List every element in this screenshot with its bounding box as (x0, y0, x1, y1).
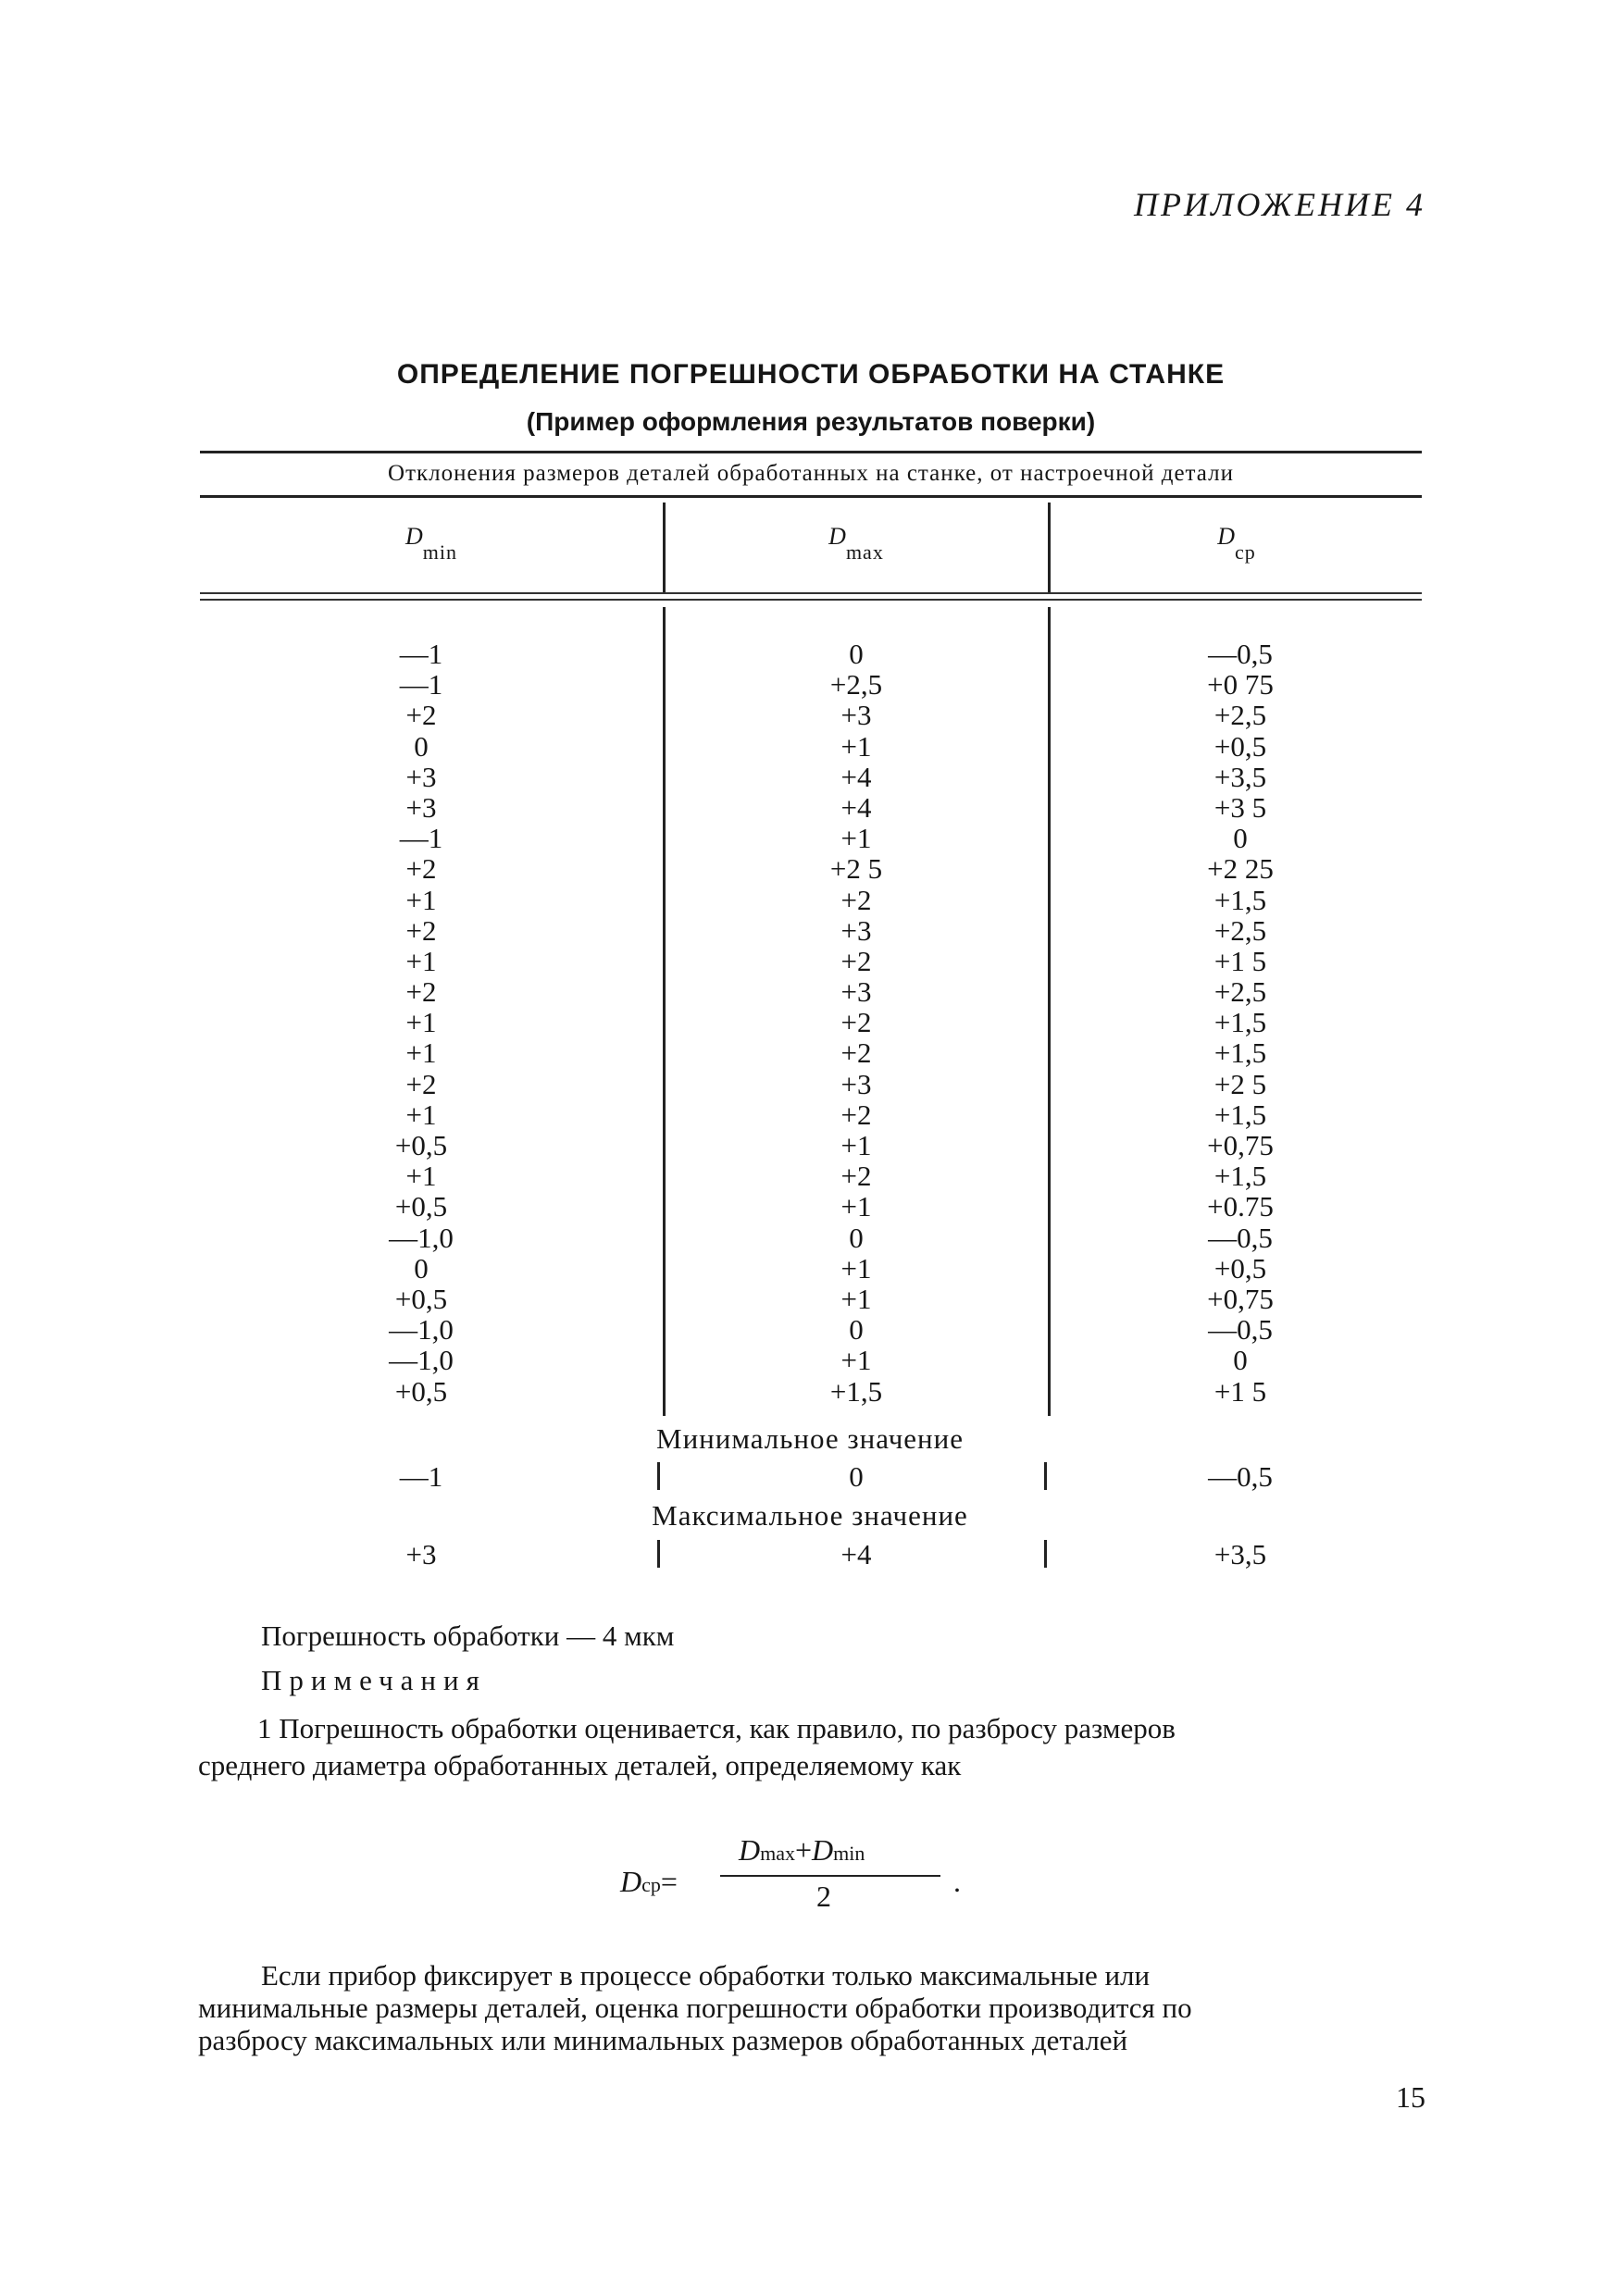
column-header-dcp (1052, 523, 1422, 564)
d_max-cell: +3 (840, 913, 872, 947)
d_max-cell: +3 (840, 1067, 872, 1100)
d_max-cell: +1 (840, 1129, 872, 1161)
d_min-cell: +1 (405, 1036, 437, 1070)
formula (620, 1833, 990, 1920)
d_min-cell: +0,5 (394, 1374, 448, 1408)
column-dcp (1171, 639, 1310, 1407)
max-dcp: +3,5 (1214, 1538, 1267, 1570)
d_min-cell: +2 (405, 852, 437, 886)
d_cp-cell: +1,5 (1214, 1160, 1267, 1193)
min-divider-1 (657, 1462, 660, 1490)
d_cp-cell: +0 75 (1207, 668, 1274, 701)
d_cp-cell: +0,75 (1207, 1282, 1274, 1315)
d_min-cell: +3 (405, 760, 437, 793)
d_cp-cell: +3,5 (1214, 760, 1267, 793)
d_min-cell: +2 (405, 699, 437, 732)
formula-num-a: D (739, 1833, 761, 1867)
d_cp-cell: +0,5 (1214, 729, 1267, 763)
notes-heading: Примечания (261, 1664, 487, 1696)
max-divider-1 (657, 1540, 660, 1568)
d_max-cell: +2 (840, 1098, 872, 1131)
d_cp-cell: +1,5 (1214, 1006, 1267, 1039)
d_min-cell: —1,0 (389, 1221, 454, 1254)
formula-lhs (620, 1865, 678, 1899)
page-subtitle: (Пример оформления результатов поверки) (526, 407, 1096, 436)
fraction-bar (720, 1875, 940, 1877)
d_min-cell: +1 (405, 944, 437, 977)
dmin-symbol: D (404, 523, 423, 550)
d_max-cell: +2 (840, 1160, 872, 1193)
d_min-cell: +1 (405, 1006, 437, 1039)
column-header-dmin (200, 523, 663, 564)
d_min-cell: +0,5 (394, 1129, 448, 1161)
column-divider-2 (1048, 503, 1051, 592)
column-header-dmax (666, 523, 1046, 564)
d_cp-cell: 0 (1233, 822, 1248, 855)
d_cp-cell: +1,5 (1214, 1098, 1267, 1131)
error-statement: Погрешность обработки — 4 мкм (261, 1620, 675, 1652)
d_max-cell: 0 (849, 638, 864, 670)
formula-lhs-symbol: D (620, 1865, 642, 1898)
d_cp-cell: +0,75 (1207, 1129, 1274, 1161)
page-number: 15 (1396, 2080, 1425, 2114)
d_cp-cell: +0.75 (1207, 1190, 1274, 1223)
note-1-line-2: среднего диаметра обработанных деталей, определяемому как (198, 1749, 962, 1781)
caption-rule (200, 495, 1422, 498)
page-title: ОПРЕДЕЛЕНИЕ ПОГРЕШНОСТИ ОБРАБОТКИ НА СТАНКЕ (396, 359, 1226, 390)
d_max-cell: +1 (840, 1344, 872, 1377)
formula-num-b: D (812, 1833, 834, 1867)
d_cp-cell: 0 (1233, 1344, 1248, 1377)
column-dmax (787, 639, 926, 1407)
formula-period: . (953, 1865, 961, 1898)
formula-lhs-sub: ср (641, 1873, 661, 1896)
d_cp-cell: —0,5 (1208, 1313, 1273, 1347)
paragraph-line-3: разбросу максимальных или минимальных размеров обработанных деталей (198, 2024, 1128, 2056)
min-dcp: —0,5 (1208, 1460, 1273, 1493)
dmax-sub: max (845, 540, 884, 564)
d_max-cell: 0 (849, 1221, 864, 1254)
d_max-cell: +1 (840, 1282, 872, 1315)
paragraph-line-2: минимальные размеры деталей, оценка погрешности обработки производится по (198, 1992, 1192, 2024)
column-divider-2-body (1048, 607, 1051, 1416)
d_max-cell: +2 (840, 883, 872, 916)
d_cp-cell: +2,5 (1214, 699, 1267, 732)
formula-eq: = (660, 1865, 678, 1898)
d_max-cell: +2 (840, 944, 872, 977)
d_min-cell: +2 (405, 1067, 437, 1100)
column-divider-1 (663, 503, 666, 592)
d_max-cell: +4 (840, 790, 872, 824)
table-top-rule (200, 451, 1422, 453)
d_cp-cell: —0,5 (1208, 1221, 1273, 1254)
d_cp-cell: +1 5 (1214, 1374, 1267, 1408)
d_min-cell: 0 (414, 729, 429, 763)
dmin-sub: min (422, 540, 457, 564)
min-dmax: 0 (849, 1460, 864, 1493)
max-dmin: +3 (405, 1538, 437, 1570)
formula-denominator: 2 (816, 1880, 831, 1913)
dmax-symbol: D (828, 523, 846, 550)
min-divider-2 (1044, 1462, 1047, 1490)
formula-num-a-sub: max (760, 1842, 795, 1865)
d_max-cell: +1 (840, 1190, 872, 1223)
d_min-cell: +0,5 (394, 1190, 448, 1223)
header-rule-top (200, 592, 1422, 594)
d_min-cell: —1 (399, 668, 443, 701)
d_max-cell: +2 (840, 1006, 872, 1039)
formula-numerator (739, 1833, 865, 1868)
d_min-cell: +3 (405, 790, 437, 824)
d_min-cell: —1 (399, 822, 443, 855)
d_cp-cell: +2 5 (1214, 1067, 1267, 1100)
min-value-label: Минимальное значение (656, 1422, 964, 1455)
header-rule-bottom (200, 599, 1422, 601)
d_cp-cell: +1,5 (1214, 1036, 1267, 1070)
d_cp-cell: +2,5 (1214, 913, 1267, 947)
column-divider-1-body (663, 607, 666, 1416)
d_min-cell: +1 (405, 883, 437, 916)
max-divider-2 (1044, 1540, 1047, 1568)
dcp-symbol: D (1217, 523, 1235, 550)
d_max-cell: +3 (840, 699, 872, 732)
d_min-cell: +2 (405, 913, 437, 947)
d_cp-cell: —0,5 (1208, 638, 1273, 670)
max-dmax: +4 (840, 1538, 872, 1570)
d_max-cell: +2,5 (829, 668, 883, 701)
d_min-cell: +1 (405, 1098, 437, 1131)
d_max-cell: +3 (840, 975, 872, 1009)
d_max-cell: 0 (849, 1313, 864, 1347)
d_min-cell: +0,5 (394, 1282, 448, 1315)
formula-num-b-sub: min (833, 1842, 865, 1865)
d_max-cell: +2 5 (829, 852, 883, 886)
d_cp-cell: +2 25 (1207, 852, 1274, 886)
d_max-cell: +1 (840, 822, 872, 855)
d_max-cell: +1,5 (829, 1374, 883, 1408)
d_min-cell: —1 (399, 638, 443, 670)
appendix-label: ПРИЛОЖЕНИЕ 4 (1134, 186, 1425, 223)
paragraph-line-1: Если прибор фиксирует в процессе обработки только максимальные или (261, 1959, 1151, 1992)
d_max-cell: +1 (840, 1251, 872, 1285)
note-1-line-1: 1 Погрешность обработки оценивается, как правило, по разбросу размеров (257, 1712, 1176, 1744)
d_cp-cell: +1 5 (1214, 944, 1267, 977)
d_cp-cell: +0,5 (1214, 1251, 1267, 1285)
d_cp-cell: +1,5 (1214, 883, 1267, 916)
d_max-cell: +4 (840, 760, 872, 793)
d_min-cell: —1,0 (389, 1313, 454, 1347)
table-caption: Отклонения размеров деталей обработанных на станке, от настроечной детали (388, 461, 1234, 486)
d_max-cell: +1 (840, 729, 872, 763)
dcp-sub: ср (1235, 540, 1256, 564)
d_min-cell: 0 (414, 1251, 429, 1285)
formula-plus: + (795, 1833, 813, 1867)
column-dmin (352, 639, 491, 1407)
d_cp-cell: +2,5 (1214, 975, 1267, 1009)
d_min-cell: +1 (405, 1160, 437, 1193)
d_cp-cell: +3 5 (1214, 790, 1267, 824)
min-dmin: —1 (399, 1460, 443, 1493)
d_min-cell: —1,0 (389, 1344, 454, 1377)
max-value-label: Максимальное значение (652, 1499, 968, 1532)
d_min-cell: +2 (405, 975, 437, 1009)
d_max-cell: +2 (840, 1036, 872, 1070)
